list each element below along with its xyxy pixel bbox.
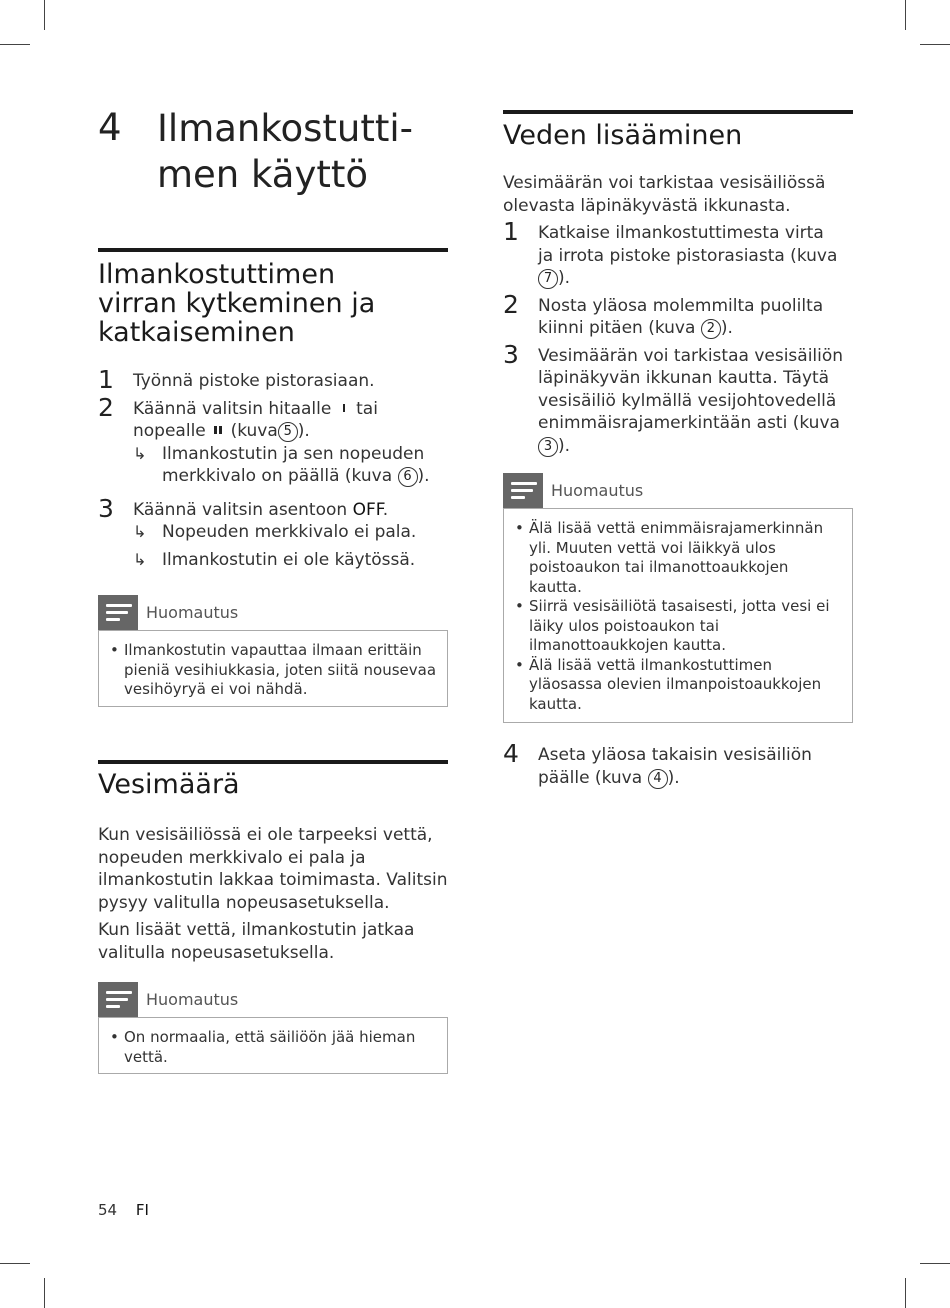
step-number: 1 [98,365,114,394]
note-content [98,630,448,707]
note-box [503,473,853,723]
result-arrow-icon: ↳ [133,443,147,463]
step-result [133,443,448,488]
figure-ref: 4 [648,769,668,789]
add-water-section [503,110,853,457]
crop-mark [920,44,950,45]
step-text: . [382,499,389,520]
single-bar-icon [337,401,351,415]
result-text: ). [417,466,430,486]
step-text: ). [720,318,733,338]
note-content [98,1017,448,1074]
chapter-number: 4 [98,106,122,149]
section-title: Veden lisääminen [503,120,743,151]
chapter-title-line1: Ilmankostutti- [157,107,413,150]
section-title: Ilmankostuttimen virran kytkeminen ja katkaiseminen [98,259,376,348]
result-text: Ilmankostutin ja sen nopeuden merkkivalo on päällä (kuva [162,443,425,486]
step-text: Katkaise ilmankostuttimesta virta ja irrota pistoke pistorasiasta (kuva [538,223,838,266]
note-item-text: Ilmankostutin vapauttaa ilmaan erittäin pieniä vesihiukkasia, joten siitä nousevaa vesihöyryä ei voi nähdä. [124,641,437,698]
crop-mark [44,0,45,30]
step-number: 4 [503,739,519,768]
paragraph: Kun lisäät vettä, ilmankostutin jatkaa valitulla nopeusasetuksella. [98,920,415,963]
note-item-text: Älä lisää vettä ilmankostuttimen yläosassa olevien ilmanpoistoaukkojen kautta. [529,655,822,713]
off-label: OFF [352,499,383,520]
crop-mark [0,1263,30,1264]
figure-ref: 5 [278,422,298,442]
step-4 [503,739,838,789]
crop-mark [920,1263,950,1264]
step-number: 3 [503,339,519,369]
crop-mark [44,1278,45,1308]
page-footer [98,1201,149,1219]
step-result [133,521,448,544]
step-text: Työnnä pistoke pistorasiaan. [133,371,375,391]
paragraph: Kun vesisäiliössä ei ole tarpeeksi vettä, nopeuden merkkivalo ei pala ja ilmankostutin lakkaa toimimasta. Valitsin pysyy valitulla nopeusasetuksella. [98,825,448,913]
note-header [98,982,448,1017]
note-item: • Älä lisää vettä enimmäisrajamerkinnän yli. Muuten vettä voi läikkyä ulos poistoaukon tai ilmanottoaukkojen kautta. [515,519,824,596]
step-number: 1 [503,217,519,246]
note-label: Huomautus [146,990,239,1009]
step-text: Aseta yläosa takaisin vesisäiliön päälle (kuva [538,745,812,788]
step-2 [98,392,448,488]
figure-ref: 6 [398,467,418,487]
result-arrow-icon: ↳ [133,549,147,569]
crop-mark [0,44,30,45]
step-result [133,549,448,572]
step-1 [503,217,843,290]
step-text: (kuva [230,421,278,441]
step-text: ). [558,268,571,288]
paragraph: Vesimäärän voi tarkistaa vesisäiliössä olevasta läpinäkyvästä ikkunasta. [503,173,826,216]
section-divider [98,760,448,764]
note-label: Huomautus [146,603,239,622]
power-section [98,248,448,571]
step-text: ). [667,767,680,788]
section-title: Vesimäärä [98,769,240,800]
water-level-section [98,760,448,964]
figure-ref: 7 [538,269,558,289]
result-text: Ilmankostutin ei ole käytössä. [162,549,416,570]
section-divider [98,248,448,252]
step-text: ). [558,435,571,456]
double-bar-icon [211,423,225,437]
result-arrow-icon: ↳ [133,522,147,541]
step-1 [98,365,448,394]
crop-mark [905,0,906,30]
section-divider [503,110,853,114]
chapter-title-line2: men käyttö [157,153,369,196]
figure-ref: 2 [701,319,721,339]
language-code: FI [135,1201,149,1219]
step-3 [503,339,853,458]
step-number: 3 [98,493,114,523]
note-item: • On normaalia, että säiliöön jää hieman vettä. [110,1028,416,1066]
step-text: ). [297,421,310,441]
figure-ref: 3 [538,437,558,457]
note-item: • Ilmankostutin vapauttaa ilmaan erittäin pieniä vesihiukkasia, joten siitä nousevaa vesihöyryä ei voi nähdä. [110,641,437,698]
crop-mark [905,1278,906,1308]
note-lines-icon [98,595,138,630]
step-3 [98,493,448,572]
note-item-text: Siirrä vesisäiliötä tasaisesti, jotta vesi ei läiky ulos poistoaukon tai ilmanottoaukkojen kautta. [529,597,830,654]
note-lines-icon [503,473,543,508]
step-text: Nosta yläosa molemmilta puolilta kiinni pitäen (kuva [538,295,824,338]
note-item: • Älä lisää vettä ilmankostuttimen yläosassa olevien ilmanpoistoaukkojen kautta. [515,655,822,713]
note-header [98,595,448,630]
note-item: • Siirrä vesisäiliötä tasaisesti, jotta vesi ei läiky ulos poistoaukon tai ilmanottoaukkojen kautta. [515,597,830,654]
note-box [98,982,448,1074]
note-item-text: On normaalia, että säiliöön jää hieman vettä. [124,1028,416,1066]
chapter-title [157,106,447,198]
step-2 [503,289,843,340]
step-number: 2 [98,392,114,422]
note-label: Huomautus [551,481,644,500]
step-text: Käännä valitsin hitaalle [133,398,332,419]
step-number: 2 [503,289,519,319]
step-text: tai nopealle [133,398,378,441]
note-content [503,508,853,723]
note-header [503,473,853,508]
result-text: Nopeuden merkkivalo ei pala. [162,522,417,542]
step-text: Käännä valitsin asentoon [133,499,348,520]
step-text: Vesimäärän voi tarkistaa vesisäiliön läpinäkyvän ikkunan kautta. Täytä vesisäiliö kylmällä vesijohtovedellä enimmäisrajamerkintään asti (kuva [538,345,844,433]
note-lines-icon [98,982,138,1017]
note-item-text: Älä lisää vettä enimmäisrajamerkinnän yli. Muuten vettä voi läikkyä ulos poistoaukon tai ilmanottoaukkojen kautta. [529,519,824,596]
page-number: 54 [98,1201,118,1219]
note-box [98,595,448,707]
